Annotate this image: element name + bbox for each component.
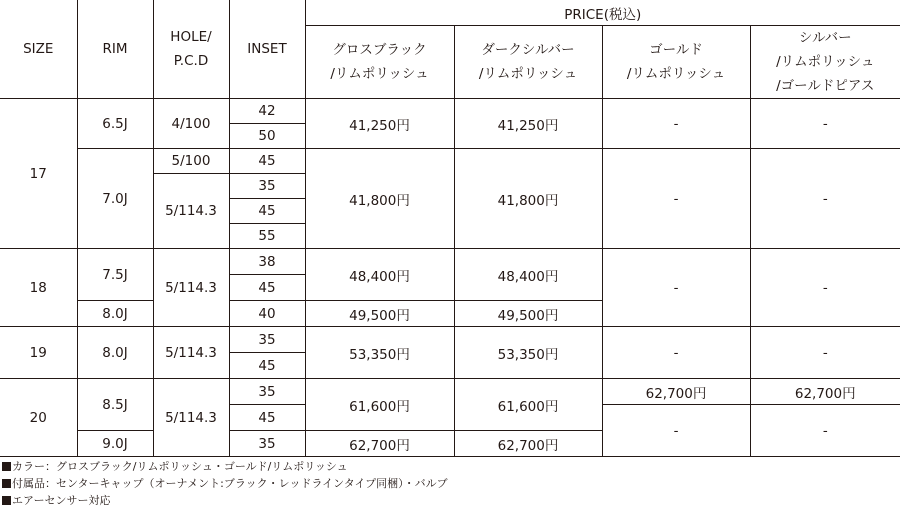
note-air-sensor (2, 492, 448, 509)
pcd-cell: 5/114.3 (153, 327, 229, 379)
inset-cell: 35 (229, 431, 305, 457)
price-cell: 41,250円 (305, 99, 454, 149)
size-cell: 18 (0, 249, 77, 327)
size-cell: 17 (0, 99, 77, 249)
inset-cell: 35 (229, 174, 305, 199)
price-cell: - (750, 149, 900, 249)
header-size: SIZE (0, 0, 77, 99)
inset-cell: 35 (229, 327, 305, 353)
price-cell: - (602, 249, 750, 327)
rim-cell: 8.0J (77, 301, 153, 327)
inset-cell: 38 (229, 249, 305, 275)
inset-cell: 45 (229, 405, 305, 431)
header-hole-pcd: HOLE/ P.C.D (153, 0, 229, 99)
header-color-gold: ゴールド /リムポリッシュ (602, 26, 750, 99)
inset-cell: 45 (229, 149, 305, 174)
price-cell: 49,500円 (305, 301, 454, 327)
header-color-dark-silver: ダークシルバー /リムポリッシュ (454, 26, 602, 99)
price-cell: 41,800円 (305, 149, 454, 249)
pcd-cell: 4/100 (153, 99, 229, 149)
pcd-cell: 5/100 (153, 149, 229, 174)
price-cell: 62,700円 (602, 379, 750, 405)
price-cell: - (602, 149, 750, 249)
rim-cell: 6.5J (77, 99, 153, 149)
price-cell: 48,400円 (305, 249, 454, 301)
note-accessories (2, 475, 448, 492)
inset-cell: 55 (229, 224, 305, 249)
notes (2, 458, 448, 509)
pcd-cell: 5/114.3 (153, 379, 229, 457)
price-cell: 41,800円 (454, 149, 602, 249)
price-cell: 53,350円 (305, 327, 454, 379)
note-text: 付属品：センターキャップ（オーナメント:ブラック・レッドラインタイプ同梱）・バルブ (12, 477, 448, 490)
header-inset: INSET (229, 0, 305, 99)
rim-cell: 9.0J (77, 431, 153, 457)
price-cell: 62,700円 (454, 431, 602, 457)
price-cell: 61,600円 (454, 379, 602, 431)
header-price: PRICE(税込) (305, 0, 900, 26)
inset-cell: 45 (229, 275, 305, 301)
price-cell: 53,350円 (454, 327, 602, 379)
note-colors (2, 458, 448, 475)
price-cell: 41,250円 (454, 99, 602, 149)
header-rim: RIM (77, 0, 153, 99)
square-bullet-icon (2, 462, 11, 471)
price-cell: 48,400円 (454, 249, 602, 301)
price-cell: - (602, 99, 750, 149)
rim-cell: 8.0J (77, 327, 153, 379)
rim-cell: 7.5J (77, 249, 153, 301)
price-cell: 62,700円 (305, 431, 454, 457)
price-cell: - (750, 249, 900, 327)
header-color-silver: シルバー /リムポリッシュ /ゴールドピアス (750, 26, 900, 99)
inset-cell: 35 (229, 379, 305, 405)
note-text: エアーセンサー対応 (12, 494, 111, 507)
price-cell: 61,600円 (305, 379, 454, 431)
inset-cell: 50 (229, 124, 305, 149)
inset-cell: 42 (229, 99, 305, 124)
price-cell: 49,500円 (454, 301, 602, 327)
pcd-cell: 5/114.3 (153, 249, 229, 327)
header-color-gloss-black: グロスブラック /リムポリッシュ (305, 26, 454, 99)
size-cell: 19 (0, 327, 77, 379)
rim-cell: 8.5J (77, 379, 153, 431)
size-cell: 20 (0, 379, 77, 457)
price-cell: - (602, 327, 750, 379)
price-cell: - (750, 99, 900, 149)
note-text: カラー：グロスブラック/リムポリッシュ・ゴールド/リムポリッシュ (12, 460, 348, 473)
square-bullet-icon (2, 496, 11, 505)
price-cell: - (750, 405, 900, 457)
price-cell: - (750, 327, 900, 379)
inset-cell: 40 (229, 301, 305, 327)
square-bullet-icon (2, 479, 11, 488)
inset-cell: 45 (229, 199, 305, 224)
inset-cell: 45 (229, 353, 305, 379)
price-cell: - (602, 405, 750, 457)
price-cell: 62,700円 (750, 379, 900, 405)
pcd-cell: 5/114.3 (153, 174, 229, 249)
rim-cell: 7.0J (77, 149, 153, 249)
